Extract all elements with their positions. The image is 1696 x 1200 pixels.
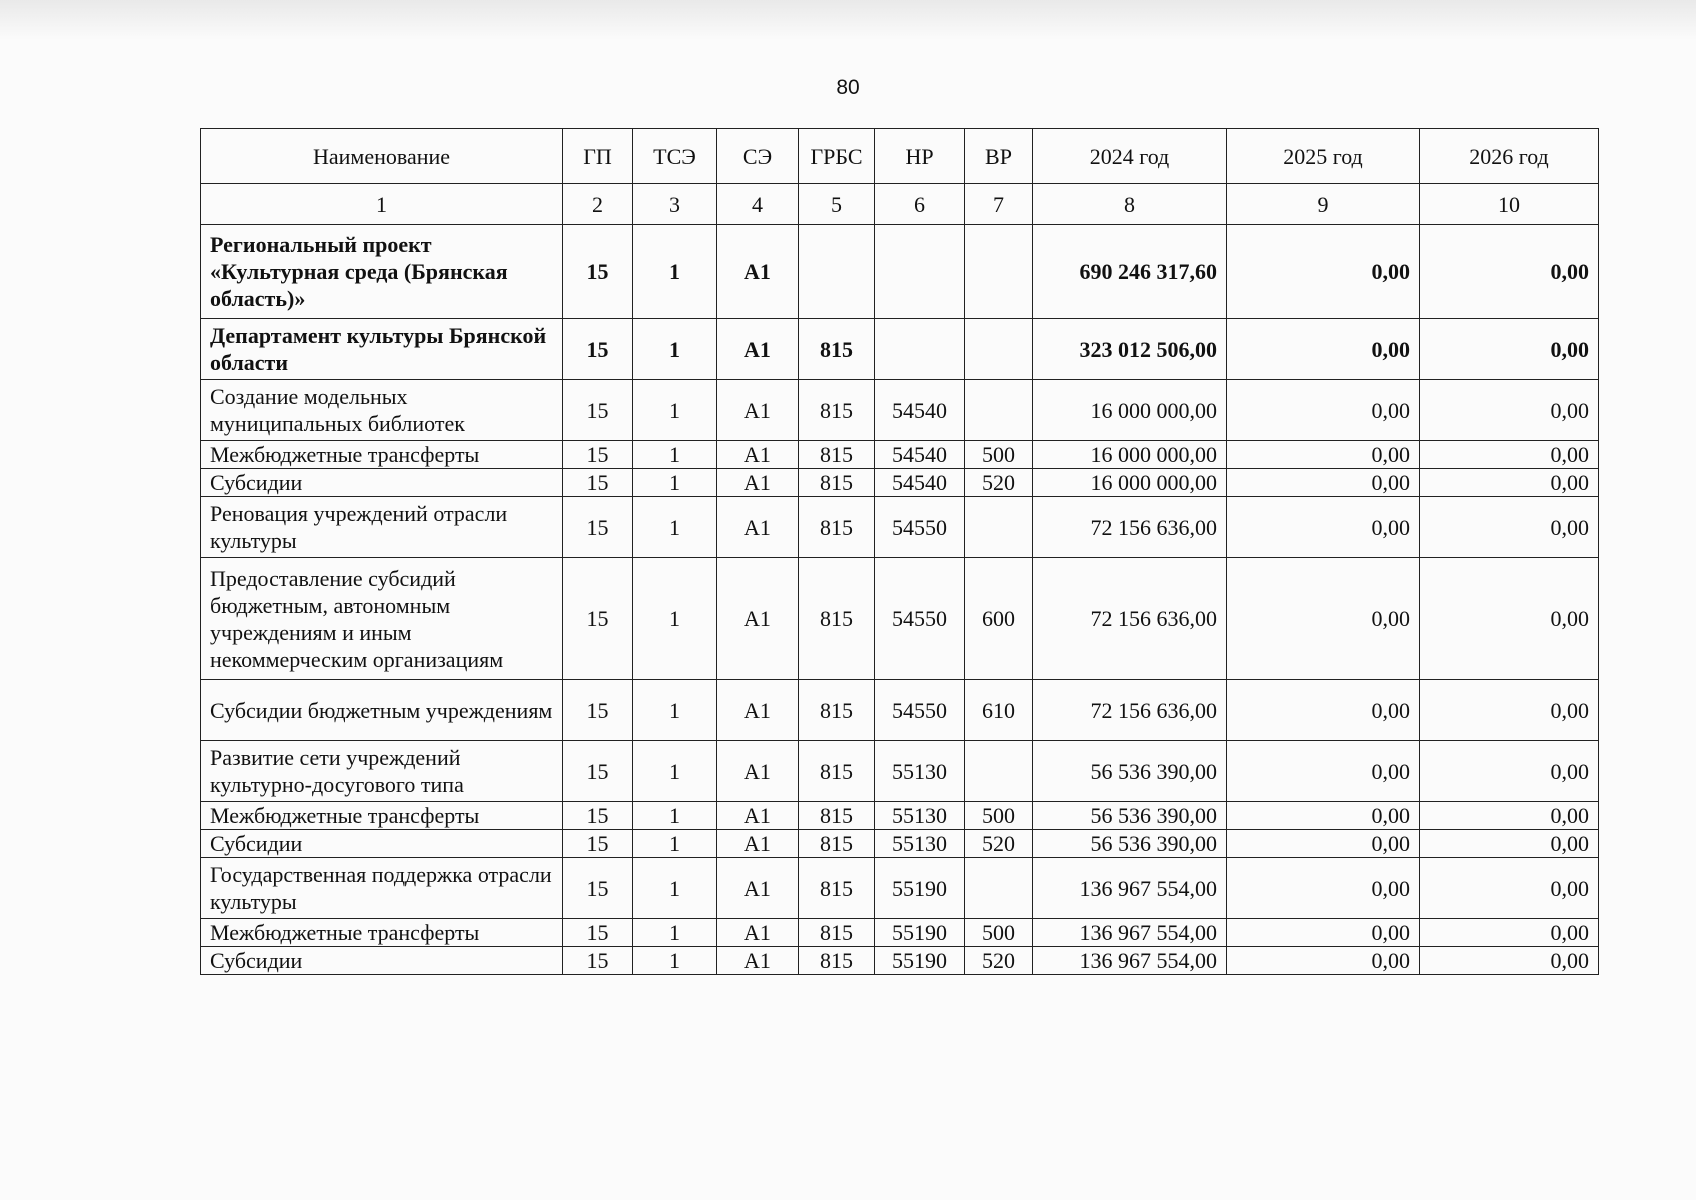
row-2026: 0,00 [1420, 319, 1599, 380]
row-grbs: 815 [799, 680, 875, 741]
row-2024: 56 536 390,00 [1033, 802, 1227, 830]
table-row [201, 802, 1599, 830]
row-grbs: 815 [799, 497, 875, 558]
row-2024: 323 012 506,00 [1033, 319, 1227, 380]
row-2024: 136 967 554,00 [1033, 919, 1227, 947]
row-2025: 0,00 [1227, 225, 1420, 319]
row-2024: 16 000 000,00 [1033, 380, 1227, 441]
column-number-row [201, 184, 1599, 225]
row-vr: 520 [965, 469, 1033, 497]
row-name: Межбюджетные трансферты [201, 802, 563, 830]
row-tse: 1 [633, 558, 717, 680]
header-cell: ТСЭ [633, 129, 717, 184]
row-vr [965, 380, 1033, 441]
row-name: Государственная поддержка отрасли культуры [201, 858, 563, 919]
row-grbs: 815 [799, 802, 875, 830]
row-se: А1 [717, 497, 799, 558]
row-name: Региональный проект «Культурная среда (Брянская область)» [201, 225, 563, 319]
row-2024: 16 000 000,00 [1033, 441, 1227, 469]
row-2025: 0,00 [1227, 802, 1420, 830]
row-se: А1 [717, 558, 799, 680]
row-2026: 0,00 [1420, 558, 1599, 680]
table-row [201, 680, 1599, 741]
row-2024: 72 156 636,00 [1033, 680, 1227, 741]
row-gp: 15 [563, 558, 633, 680]
row-grbs: 815 [799, 919, 875, 947]
row-grbs: 815 [799, 741, 875, 802]
scan-edge-shadow [0, 0, 1696, 40]
header-cell: ГРБС [799, 129, 875, 184]
table-row [201, 830, 1599, 858]
row-vr [965, 225, 1033, 319]
column-number: 1 [201, 184, 563, 225]
row-tse: 1 [633, 741, 717, 802]
row-vr [965, 319, 1033, 380]
column-number: 6 [875, 184, 965, 225]
row-vr [965, 741, 1033, 802]
row-grbs: 815 [799, 380, 875, 441]
row-nr: 55130 [875, 830, 965, 858]
column-number: 2 [563, 184, 633, 225]
row-se: А1 [717, 319, 799, 380]
row-grbs [799, 225, 875, 319]
row-tse: 1 [633, 441, 717, 469]
table-row [201, 741, 1599, 802]
row-grbs: 815 [799, 319, 875, 380]
row-2024: 16 000 000,00 [1033, 469, 1227, 497]
row-nr [875, 225, 965, 319]
row-2024: 690 246 317,60 [1033, 225, 1227, 319]
row-vr: 610 [965, 680, 1033, 741]
row-2025: 0,00 [1227, 830, 1420, 858]
row-nr: 55190 [875, 919, 965, 947]
row-nr [875, 319, 965, 380]
row-tse: 1 [633, 469, 717, 497]
row-name: Субсидии [201, 830, 563, 858]
row-name: Субсидии [201, 947, 563, 975]
row-se: А1 [717, 919, 799, 947]
row-grbs: 815 [799, 947, 875, 975]
row-vr [965, 497, 1033, 558]
row-gp: 15 [563, 469, 633, 497]
row-name: Субсидии [201, 469, 563, 497]
header-cell: 2025 год [1227, 129, 1420, 184]
row-gp: 15 [563, 380, 633, 441]
row-se: А1 [717, 858, 799, 919]
column-number: 10 [1420, 184, 1599, 225]
row-2024: 56 536 390,00 [1033, 830, 1227, 858]
table-row [201, 441, 1599, 469]
table-row [201, 380, 1599, 441]
row-se: А1 [717, 469, 799, 497]
row-nr: 55190 [875, 947, 965, 975]
row-tse: 1 [633, 225, 717, 319]
row-2026: 0,00 [1420, 947, 1599, 975]
header-cell: СЭ [717, 129, 799, 184]
column-number: 9 [1227, 184, 1420, 225]
table-row [201, 469, 1599, 497]
row-2025: 0,00 [1227, 947, 1420, 975]
row-se: А1 [717, 441, 799, 469]
row-2024: 136 967 554,00 [1033, 947, 1227, 975]
row-name: Межбюджетные трансферты [201, 919, 563, 947]
row-se: А1 [717, 947, 799, 975]
column-number: 7 [965, 184, 1033, 225]
row-nr: 55130 [875, 802, 965, 830]
row-gp: 15 [563, 741, 633, 802]
row-nr: 54540 [875, 441, 965, 469]
row-vr: 500 [965, 802, 1033, 830]
row-nr: 55190 [875, 858, 965, 919]
header-cell: 2024 год [1033, 129, 1227, 184]
row-name: Реновация учреждений отрасли культуры [201, 497, 563, 558]
header-cell: Наименование [201, 129, 563, 184]
table-row [201, 947, 1599, 975]
row-vr: 500 [965, 441, 1033, 469]
row-name: Субсидии бюджетным учреждениям [201, 680, 563, 741]
row-gp: 15 [563, 830, 633, 858]
row-2024: 136 967 554,00 [1033, 858, 1227, 919]
row-2024: 56 536 390,00 [1033, 741, 1227, 802]
row-grbs: 815 [799, 558, 875, 680]
row-gp: 15 [563, 858, 633, 919]
header-cell: ГП [563, 129, 633, 184]
row-vr: 520 [965, 830, 1033, 858]
column-number: 4 [717, 184, 799, 225]
table-row [201, 319, 1599, 380]
row-2025: 0,00 [1227, 380, 1420, 441]
budget-table [200, 128, 1599, 975]
row-tse: 1 [633, 858, 717, 919]
row-name: Департамент культуры Брянской области [201, 319, 563, 380]
row-2026: 0,00 [1420, 858, 1599, 919]
row-2025: 0,00 [1227, 741, 1420, 802]
row-grbs: 815 [799, 830, 875, 858]
row-2025: 0,00 [1227, 858, 1420, 919]
row-2026: 0,00 [1420, 919, 1599, 947]
row-2026: 0,00 [1420, 441, 1599, 469]
row-nr: 54550 [875, 680, 965, 741]
row-grbs: 815 [799, 858, 875, 919]
row-se: А1 [717, 680, 799, 741]
table-row [201, 497, 1599, 558]
header-cell: НР [875, 129, 965, 184]
row-2025: 0,00 [1227, 469, 1420, 497]
header-cell: 2026 год [1420, 129, 1599, 184]
row-2026: 0,00 [1420, 741, 1599, 802]
row-2026: 0,00 [1420, 830, 1599, 858]
row-nr: 54540 [875, 469, 965, 497]
column-number: 3 [633, 184, 717, 225]
row-nr: 54540 [875, 380, 965, 441]
row-gp: 15 [563, 947, 633, 975]
row-tse: 1 [633, 497, 717, 558]
table-row [201, 919, 1599, 947]
row-tse: 1 [633, 947, 717, 975]
row-2024: 72 156 636,00 [1033, 558, 1227, 680]
row-2025: 0,00 [1227, 919, 1420, 947]
table-row [201, 858, 1599, 919]
table-row [201, 225, 1599, 319]
header-cell: ВР [965, 129, 1033, 184]
row-2026: 0,00 [1420, 680, 1599, 741]
row-tse: 1 [633, 680, 717, 741]
column-number: 5 [799, 184, 875, 225]
row-nr: 54550 [875, 558, 965, 680]
row-gp: 15 [563, 225, 633, 319]
row-2026: 0,00 [1420, 497, 1599, 558]
row-2026: 0,00 [1420, 802, 1599, 830]
row-gp: 15 [563, 319, 633, 380]
row-gp: 15 [563, 441, 633, 469]
row-gp: 15 [563, 919, 633, 947]
row-vr [965, 858, 1033, 919]
row-se: А1 [717, 741, 799, 802]
row-2025: 0,00 [1227, 319, 1420, 380]
row-2025: 0,00 [1227, 680, 1420, 741]
row-2026: 0,00 [1420, 380, 1599, 441]
row-nr: 54550 [875, 497, 965, 558]
row-vr: 520 [965, 947, 1033, 975]
row-2024: 72 156 636,00 [1033, 497, 1227, 558]
row-tse: 1 [633, 319, 717, 380]
row-grbs: 815 [799, 441, 875, 469]
row-name: Развитие сети учреждений культурно-досугового типа [201, 741, 563, 802]
row-gp: 15 [563, 680, 633, 741]
row-2025: 0,00 [1227, 497, 1420, 558]
row-gp: 15 [563, 497, 633, 558]
row-vr: 500 [965, 919, 1033, 947]
row-grbs: 815 [799, 469, 875, 497]
row-name: Предоставление субсидий бюджетным, автономным учреждениям и иным некоммерческим организациям [201, 558, 563, 680]
row-se: А1 [717, 225, 799, 319]
row-se: А1 [717, 380, 799, 441]
row-tse: 1 [633, 830, 717, 858]
row-vr: 600 [965, 558, 1033, 680]
row-gp: 15 [563, 802, 633, 830]
row-tse: 1 [633, 802, 717, 830]
row-se: А1 [717, 830, 799, 858]
table-row [201, 558, 1599, 680]
row-tse: 1 [633, 919, 717, 947]
page-number: 80 [836, 76, 860, 99]
row-tse: 1 [633, 380, 717, 441]
row-name: Межбюджетные трансферты [201, 441, 563, 469]
row-2026: 0,00 [1420, 469, 1599, 497]
row-name: Создание модельных муниципальных библиотек [201, 380, 563, 441]
row-nr: 55130 [875, 741, 965, 802]
header-row [201, 129, 1599, 184]
row-2025: 0,00 [1227, 558, 1420, 680]
row-2026: 0,00 [1420, 225, 1599, 319]
row-2025: 0,00 [1227, 441, 1420, 469]
column-number: 8 [1033, 184, 1227, 225]
row-se: А1 [717, 802, 799, 830]
